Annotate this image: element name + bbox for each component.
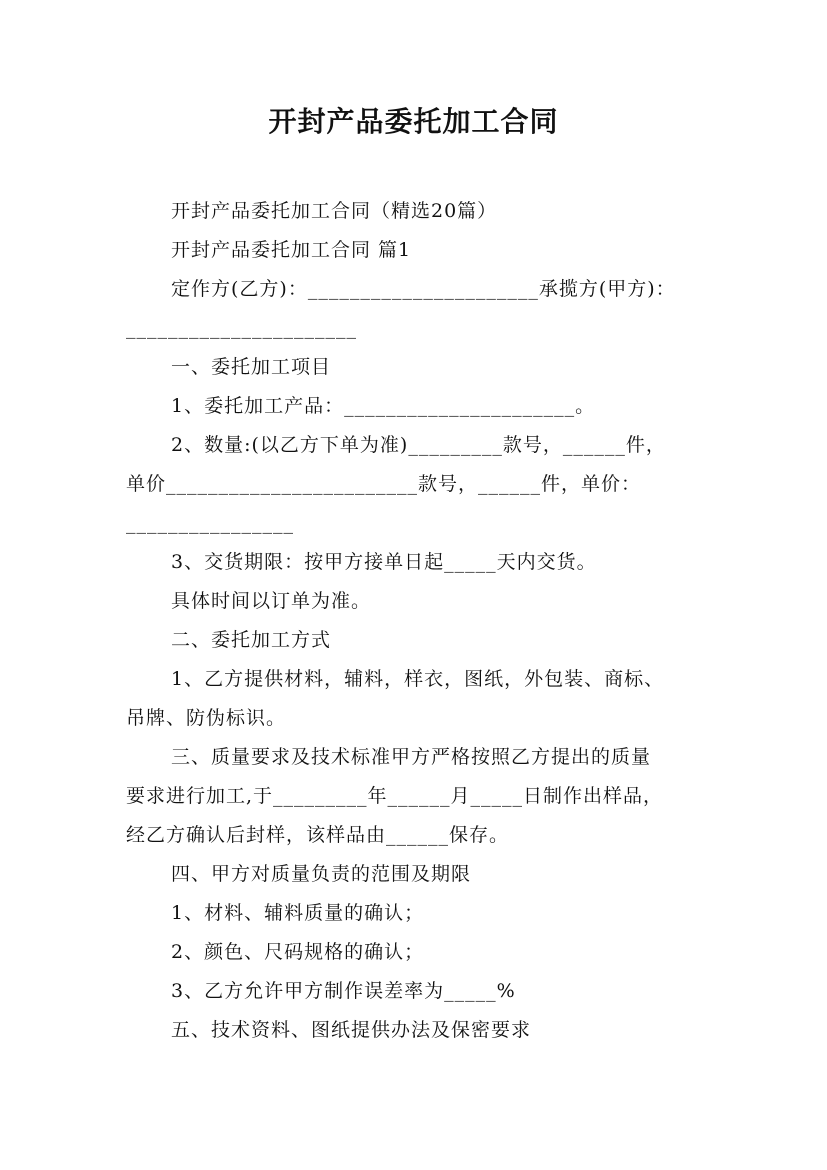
clause-heading-1: 一、委托加工项目 [171,356,332,378]
clause-heading-3: 三、质量要求及技术标准甲方严格按照乙方提出的质量 [171,746,652,768]
clause-heading-2: 二、委托加工方式 [171,629,332,651]
party-line-cont: ______________________ [126,317,357,339]
clause-item: 2、颜色、尺码规格的确认； [171,941,425,963]
clause-heading-5: 五、技术资料、图纸提供办法及保密要求 [171,1019,532,1041]
clause-item: 1、乙方提供材料，辅料，样衣，图纸，外包装、商标、 [171,668,665,690]
section-heading: 开封产品委托加工合同 篇1 [171,239,412,261]
document-title: 开封产品委托加工合同 [268,105,559,138]
clause-item-cont: 经乙方确认后封样，该样品由______保存。 [126,824,510,846]
clause-item: 3、交货期限：按甲方接单日起_____天内交货。 [171,551,597,573]
clause-item-cont: 单价________________________款号，______件，单价： [126,473,642,495]
clause-item: 1、委托加工产品：______________________。 [171,395,596,417]
clause-item: 2、数量:(以乙方下单为准)_________款号，______件， [171,434,666,456]
clause-heading-4: 四、甲方对质量负责的范围及期限 [171,863,472,885]
clause-item-cont: 吊牌、防伪标识。 [126,707,287,729]
clause-item: 3、乙方允许甲方制作误差率为_____% [171,980,516,1002]
clause-item: 1、材料、辅料质量的确认； [171,902,425,924]
clause-item-cont: ________________ [126,512,294,534]
party-line: 定作方(乙方)：______________________承揽方(甲方)： [171,278,676,300]
subtitle-line: 开封产品委托加工合同（精选20篇） [171,200,498,222]
clause-item: 具体时间以订单为准。 [171,590,372,612]
clause-item-cont: 要求进行加工,于_________年______月_____日制作出样品， [126,785,664,807]
